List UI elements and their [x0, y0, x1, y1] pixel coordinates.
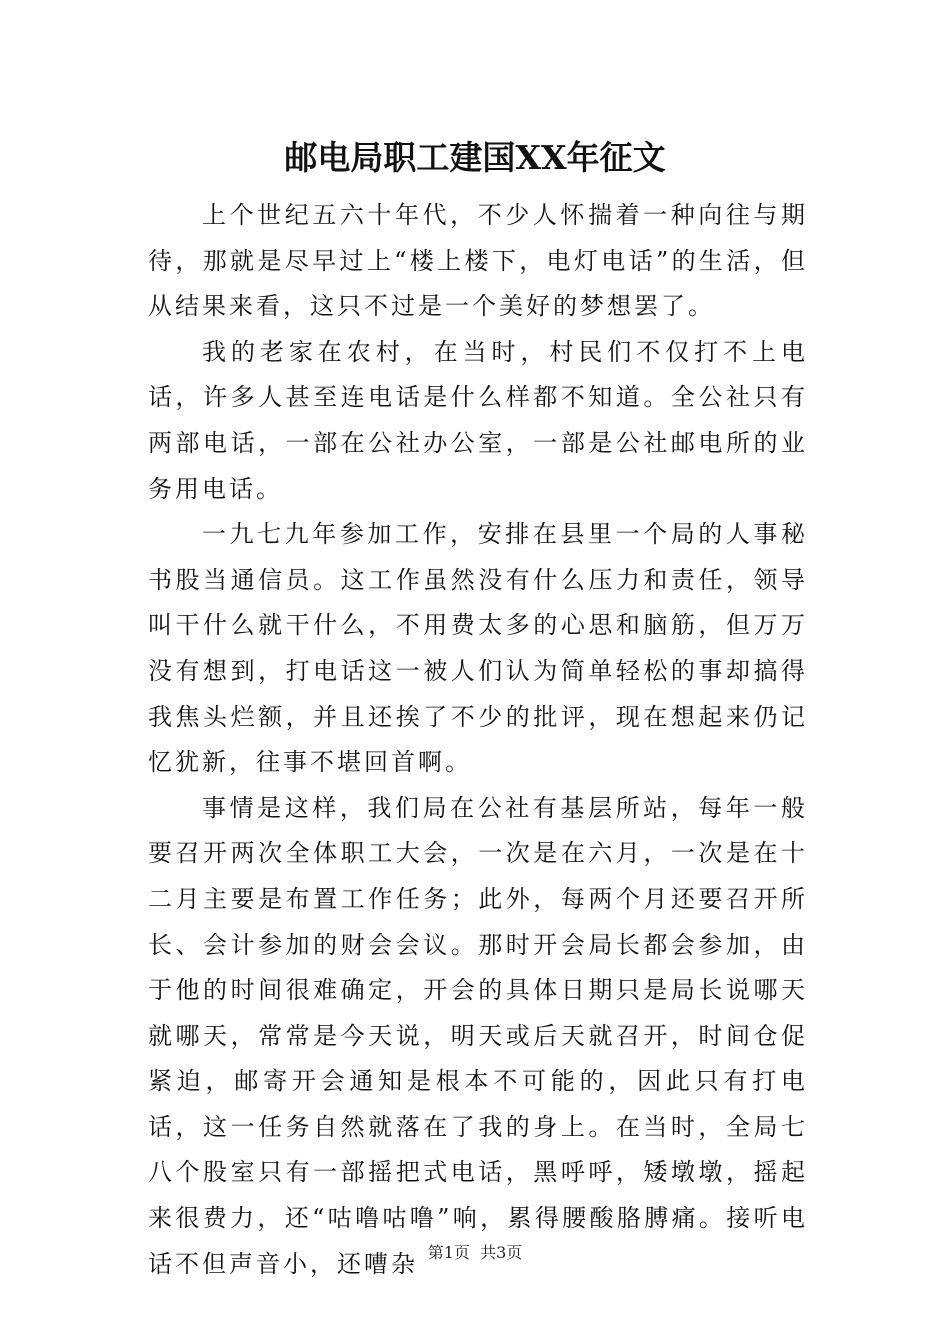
page-number: 第1页 [427, 1243, 470, 1262]
paragraph-1: 上个世纪五六十年代，不少人怀揣着一种向往与期待，那就是尽早过上“楼上楼下，电灯电话”的生活，但从结果来看，这只不过是一个美好的梦想罢了。 [148, 201, 808, 321]
page-footer [0, 1242, 950, 1264]
document-body [148, 193, 808, 1287]
paragraph-4: 事情是这样，我们局在公社有基层所站，每年一般要召开两次全体职工大会，一次是在六月，一次是在十二月主要是布置工作任务；此外，每两个月还要召开所长、会计参加的财会会议。那时开会局长都会参加，由于他的时间很难确定，开会的具体日期只是局长说哪天就哪天，常常是今天说，明天或后天就召开，时间仓促紧迫，邮寄开会通知是根本不可能的，因此只有打电话，这一任务自然就落在了我的身上。在当时，全局七八个股室只有一部摇把式电话，黑呼呼，矮墩墩，摇起来很费力，还“咕噜咕噜”响，累得腰酸胳膊痛。接听电话不但声音小，还嘈杂 [148, 793, 808, 1278]
paragraph-3: 一九七九年参加工作，安排在县里一个局的人事秘书股当通信员。这工作虽然没有什么压力和责任，领导叫干什么就干什么，不用费太多的心思和脑筋，但万万没有想到，打电话这一被人们认为简单轻松的事却搞得我焦头烂额，并且还挨了不少的批评，现在想起来仍记忆犹新，往事不堪回首啊。 [148, 520, 808, 777]
page-total: 共3页 [480, 1243, 523, 1262]
paragraph-2: 我的老家在农村，在当时，村民们不仅打不上电话，许多人甚至连电话是什么样都不知道。全公社只有两部电话，一部在公社办公室，一部是公社邮电所的业务用电话。 [148, 337, 808, 503]
document-title: 邮电局职工建国XX年征文 [284, 138, 666, 177]
